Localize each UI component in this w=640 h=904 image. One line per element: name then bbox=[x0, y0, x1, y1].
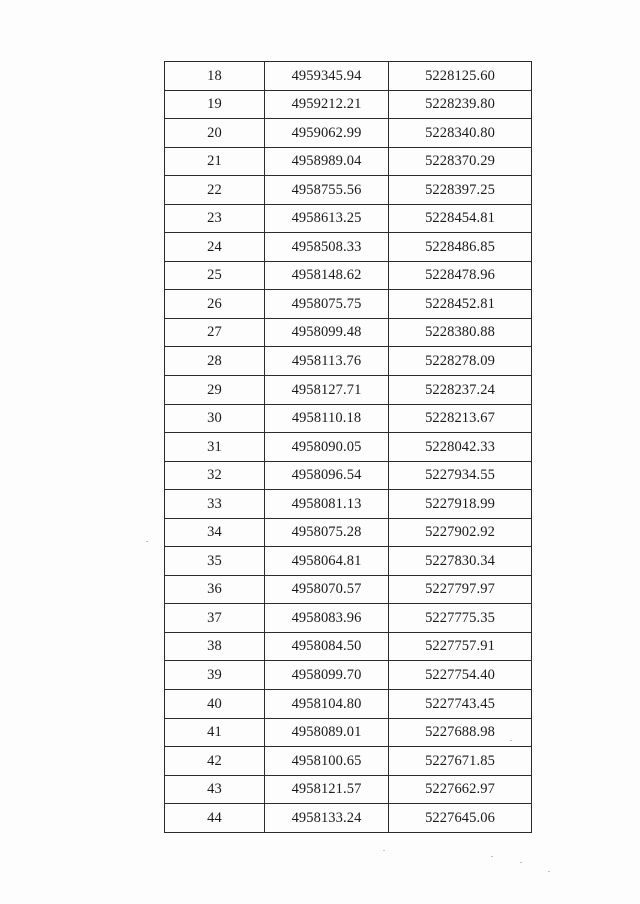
y-coordinate-cell: 5228239.80 bbox=[389, 90, 532, 119]
table-row bbox=[165, 718, 532, 747]
y-coordinate-cell: 5227743.45 bbox=[389, 690, 532, 719]
x-coordinate-cell: 4958100.65 bbox=[265, 747, 389, 776]
x-coordinate-cell: 4958110.18 bbox=[265, 404, 389, 433]
y-coordinate-cell: 5227918.99 bbox=[389, 490, 532, 519]
scan-speck bbox=[146, 541, 148, 542]
point-number-cell: 27 bbox=[165, 318, 265, 347]
y-coordinate-cell: 5227902.92 bbox=[389, 518, 532, 547]
x-coordinate-cell: 4958121.57 bbox=[265, 775, 389, 804]
x-coordinate-cell: 4958075.28 bbox=[265, 518, 389, 547]
x-coordinate-cell: 4958755.56 bbox=[265, 176, 389, 205]
point-number-cell: 39 bbox=[165, 661, 265, 690]
x-coordinate-cell: 4958070.57 bbox=[265, 575, 389, 604]
y-coordinate-cell: 5227662.97 bbox=[389, 775, 532, 804]
x-coordinate-cell: 4958133.24 bbox=[265, 804, 389, 833]
point-number-cell: 18 bbox=[165, 62, 265, 91]
y-coordinate-cell: 5227688.98 bbox=[389, 718, 532, 747]
point-number-cell: 35 bbox=[165, 547, 265, 576]
point-number-cell: 26 bbox=[165, 290, 265, 319]
y-coordinate-cell: 5227645.06 bbox=[389, 804, 532, 833]
y-coordinate-cell: 5228340.80 bbox=[389, 119, 532, 148]
table-row bbox=[165, 204, 532, 233]
table-row bbox=[165, 290, 532, 319]
point-number-cell: 25 bbox=[165, 261, 265, 290]
point-number-cell: 22 bbox=[165, 176, 265, 205]
table-row bbox=[165, 62, 532, 91]
x-coordinate-cell: 4958083.96 bbox=[265, 604, 389, 633]
point-number-cell: 34 bbox=[165, 518, 265, 547]
table-row bbox=[165, 318, 532, 347]
point-number-cell: 21 bbox=[165, 147, 265, 176]
y-coordinate-cell: 5228370.29 bbox=[389, 147, 532, 176]
y-coordinate-cell: 5228278.09 bbox=[389, 347, 532, 376]
y-coordinate-cell: 5228478.96 bbox=[389, 261, 532, 290]
table-row bbox=[165, 747, 532, 776]
y-coordinate-cell: 5227754.40 bbox=[389, 661, 532, 690]
table-row bbox=[165, 518, 532, 547]
x-coordinate-cell: 4958613.25 bbox=[265, 204, 389, 233]
table-row bbox=[165, 490, 532, 519]
x-coordinate-cell: 4958989.04 bbox=[265, 147, 389, 176]
point-number-cell: 37 bbox=[165, 604, 265, 633]
point-number-cell: 32 bbox=[165, 461, 265, 490]
point-number-cell: 20 bbox=[165, 119, 265, 148]
y-coordinate-cell: 5228213.67 bbox=[389, 404, 532, 433]
x-coordinate-cell: 4958081.13 bbox=[265, 490, 389, 519]
scan-speck bbox=[383, 850, 385, 851]
x-coordinate-cell: 4958104.80 bbox=[265, 690, 389, 719]
y-coordinate-cell: 5228125.60 bbox=[389, 62, 532, 91]
table-row bbox=[165, 404, 532, 433]
table-row bbox=[165, 119, 532, 148]
scan-speck bbox=[510, 740, 512, 741]
x-coordinate-cell: 4959212.21 bbox=[265, 90, 389, 119]
table-row bbox=[165, 233, 532, 262]
y-coordinate-cell: 5228454.81 bbox=[389, 204, 532, 233]
point-number-cell: 23 bbox=[165, 204, 265, 233]
x-coordinate-cell: 4958113.76 bbox=[265, 347, 389, 376]
scan-speck bbox=[548, 871, 550, 872]
x-coordinate-cell: 4958148.62 bbox=[265, 261, 389, 290]
table-row bbox=[165, 347, 532, 376]
table-row bbox=[165, 604, 532, 633]
table-row bbox=[165, 775, 532, 804]
x-coordinate-cell: 4958096.54 bbox=[265, 461, 389, 490]
y-coordinate-cell: 5227934.55 bbox=[389, 461, 532, 490]
x-coordinate-cell: 4958084.50 bbox=[265, 632, 389, 661]
point-number-cell: 30 bbox=[165, 404, 265, 433]
table-row bbox=[165, 547, 532, 576]
table-row bbox=[165, 575, 532, 604]
point-number-cell: 19 bbox=[165, 90, 265, 119]
x-coordinate-cell: 4958508.33 bbox=[265, 233, 389, 262]
table-row bbox=[165, 804, 532, 833]
table-row bbox=[165, 461, 532, 490]
table-row bbox=[165, 261, 532, 290]
x-coordinate-cell: 4958090.05 bbox=[265, 433, 389, 462]
y-coordinate-cell: 5228380.88 bbox=[389, 318, 532, 347]
y-coordinate-cell: 5227671.85 bbox=[389, 747, 532, 776]
x-coordinate-cell: 4958127.71 bbox=[265, 376, 389, 405]
coordinate-table bbox=[164, 61, 532, 833]
coordinate-table-body bbox=[165, 62, 532, 833]
point-number-cell: 43 bbox=[165, 775, 265, 804]
y-coordinate-cell: 5227757.91 bbox=[389, 632, 532, 661]
y-coordinate-cell: 5228042.33 bbox=[389, 433, 532, 462]
x-coordinate-cell: 4958099.48 bbox=[265, 318, 389, 347]
y-coordinate-cell: 5227797.97 bbox=[389, 575, 532, 604]
point-number-cell: 28 bbox=[165, 347, 265, 376]
point-number-cell: 33 bbox=[165, 490, 265, 519]
y-coordinate-cell: 5227775.35 bbox=[389, 604, 532, 633]
y-coordinate-cell: 5228486.85 bbox=[389, 233, 532, 262]
y-coordinate-cell: 5227830.34 bbox=[389, 547, 532, 576]
x-coordinate-cell: 4959062.99 bbox=[265, 119, 389, 148]
table-row bbox=[165, 176, 532, 205]
table-row bbox=[165, 376, 532, 405]
x-coordinate-cell: 4958064.81 bbox=[265, 547, 389, 576]
y-coordinate-cell: 5228397.25 bbox=[389, 176, 532, 205]
scan-speck bbox=[491, 856, 493, 857]
point-number-cell: 42 bbox=[165, 747, 265, 776]
y-coordinate-cell: 5228237.24 bbox=[389, 376, 532, 405]
point-number-cell: 44 bbox=[165, 804, 265, 833]
x-coordinate-cell: 4958075.75 bbox=[265, 290, 389, 319]
table-row bbox=[165, 690, 532, 719]
point-number-cell: 40 bbox=[165, 690, 265, 719]
point-number-cell: 36 bbox=[165, 575, 265, 604]
y-coordinate-cell: 5228452.81 bbox=[389, 290, 532, 319]
table-row bbox=[165, 147, 532, 176]
table-row bbox=[165, 661, 532, 690]
point-number-cell: 41 bbox=[165, 718, 265, 747]
table-row bbox=[165, 433, 532, 462]
point-number-cell: 24 bbox=[165, 233, 265, 262]
x-coordinate-cell: 4958099.70 bbox=[265, 661, 389, 690]
table-row bbox=[165, 90, 532, 119]
scan-speck bbox=[520, 862, 522, 863]
table-row bbox=[165, 632, 532, 661]
x-coordinate-cell: 4958089.01 bbox=[265, 718, 389, 747]
x-coordinate-cell: 4959345.94 bbox=[265, 62, 389, 91]
point-number-cell: 29 bbox=[165, 376, 265, 405]
point-number-cell: 31 bbox=[165, 433, 265, 462]
point-number-cell: 38 bbox=[165, 632, 265, 661]
